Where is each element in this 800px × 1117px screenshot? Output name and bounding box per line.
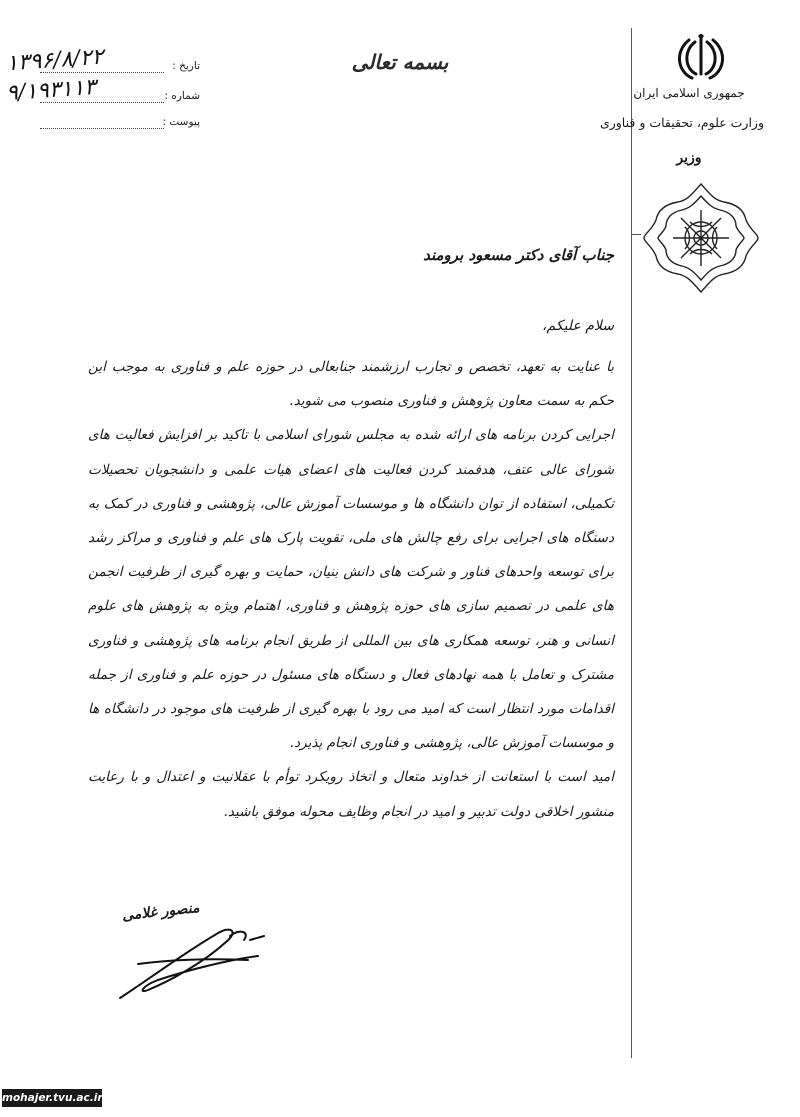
letter-body [88, 350, 614, 829]
date-field [0, 44, 200, 80]
recipient-line: جناب آقای دکتر مسعود برومند [423, 246, 614, 264]
iran-emblem-icon [676, 34, 726, 80]
number-value: ۹/۱۹۳۱۱۳ [5, 74, 97, 107]
handwritten-signature [108, 910, 278, 1010]
attachment-field [0, 112, 200, 136]
office-title: وزیر [676, 150, 702, 166]
greeting-line: سلام علیکم، [542, 318, 614, 334]
paragraph-closing: امید است با استعانت از خداوند متعال و اتخاذ رویکرد توأم با عقلانیت و اعتدال و با رعایت منشور اخلاقی دولت تدبیر و امید در انجام وظایف محوله موفق باشید. [88, 769, 614, 820]
basmala-heading: بسمه تعالی [351, 50, 449, 74]
number-label: شماره : [164, 90, 200, 102]
number-field [0, 74, 200, 110]
decorative-ornament-icon [640, 180, 762, 296]
header-divider [631, 28, 632, 1058]
date-value: ۱۳۹۶/۸/۲۲ [5, 44, 105, 77]
attachment-dotted-line [40, 128, 164, 129]
attachment-label: پیوست : [162, 116, 200, 128]
paragraph-appointment: با عنایت به تعهد، تخصص و تجارب ارزشمند جنابعالی در حوزه علم و فناوری به موجب این حکم به سمت معاون پژوهش و فناوری منصوب می شوید. [88, 359, 614, 410]
website-badge: mohajer.tvu.ac.ir [2, 1089, 102, 1107]
signer-name: منصور غلامی [121, 899, 201, 925]
ministry-name: وزارت علوم، تحقیقات و فناوری [599, 115, 764, 130]
date-label: تاریخ : [172, 60, 200, 72]
country-name: جمهوری اسلامی ایران [633, 86, 745, 100]
paragraph-expectations: اجرایی کردن برنامه های ارائه شده به مجلس شورای اسلامی با تاکید بر افزایش فعالیت های شورای عالی عتف، هدفمند کردن فعالیت های اعضای هیات علمی و دانشجویان تحصیلات تکمیلی، استفاده از توان دانشگاه ها و موسسات آموزش عالی، پژوهشی و فناوری در کمک به دستگاه های اجرایی برای رفع چالش های ملی، تقویت پارک های علم و فناوری و مراکز رشد برای توسعه واحدهای فناور و شرکت های دانش بنیان، حمایت و بهره گیری از ظرفیت انجمن های علمی در تصمیم سازی های حوزه پژوهش و فناوری، اهتمام ویژه به پژوهش های علوم انسانی و هنر، توسعه همکاری های بین المللی از طریق انجام برنامه های پژوهشی و فناوری مشترک و تعامل با همه نهادهای فعال و دستگاه های مسئول در حوزه علم و فناوری از جمله اقدامات مورد انتظار است که امید می رود با بهره گیری از ظرفیت های موجود در دانشگاه ها و موسسات آموزش عالی، پژوهشی و فناوری انجام پذیرد. [88, 427, 614, 752]
